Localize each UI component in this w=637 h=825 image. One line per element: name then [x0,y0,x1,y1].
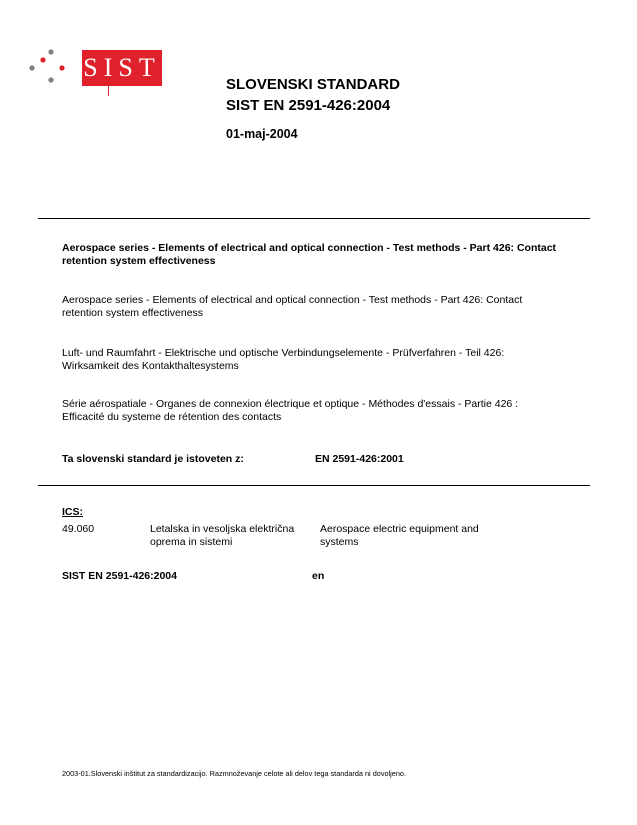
sist-logo: SIST [82,50,162,86]
ics-heading: ICS: [62,506,83,518]
logo-divider [108,86,109,96]
publication-date: 01-maj-2004 [226,127,298,141]
top-divider [38,218,590,219]
equivalence-label: Ta slovenski standard je istoveten z: [62,453,244,465]
logo-dots-icon [22,48,82,88]
title-french: Série aérospatiale - Organes de connexion électrique et optique - Méthodes d'essais - Partie 426 : Efficacité du systeme de rétention des contacts [62,398,519,423]
ics-code: 49.060 [62,523,95,535]
title-english: Aerospace series - Elements of electrical and optical connection - Test methods - Part 426: Contact retention system effectiveness [62,294,523,319]
ics-description-slovenian: Letalska in vesoljska električna oprema in sistemi [150,523,295,548]
title-german: Luft- und Raumfahrt - Elektrische und optische Verbindungselemente - Prüfverfahren - Teil 426: Wirksamkeit des Kontakthaltesystems [62,347,505,372]
title-slovenian: Aerospace series - Elements of electrical and optical connection - Test methods - Part 426: Contact retention system effectiveness [62,242,557,267]
equivalence-value: EN 2591-426:2001 [315,453,404,465]
copyright-footer: 2003-01.Slovenski inštitut za standardizacijo. Razmnoževanje celote ali delov tega standarda ni dovoljeno. [62,769,406,778]
middle-divider [38,485,590,486]
document-type-title: SLOVENSKI STANDARD [226,76,400,93]
document-id: SIST EN 2591-426:2004 [62,570,177,582]
ics-description-english: Aerospace electric equipment and systems [320,523,479,548]
document-language: en [312,570,325,582]
standard-id-heading: SIST EN 2591-426:2004 [226,97,391,114]
